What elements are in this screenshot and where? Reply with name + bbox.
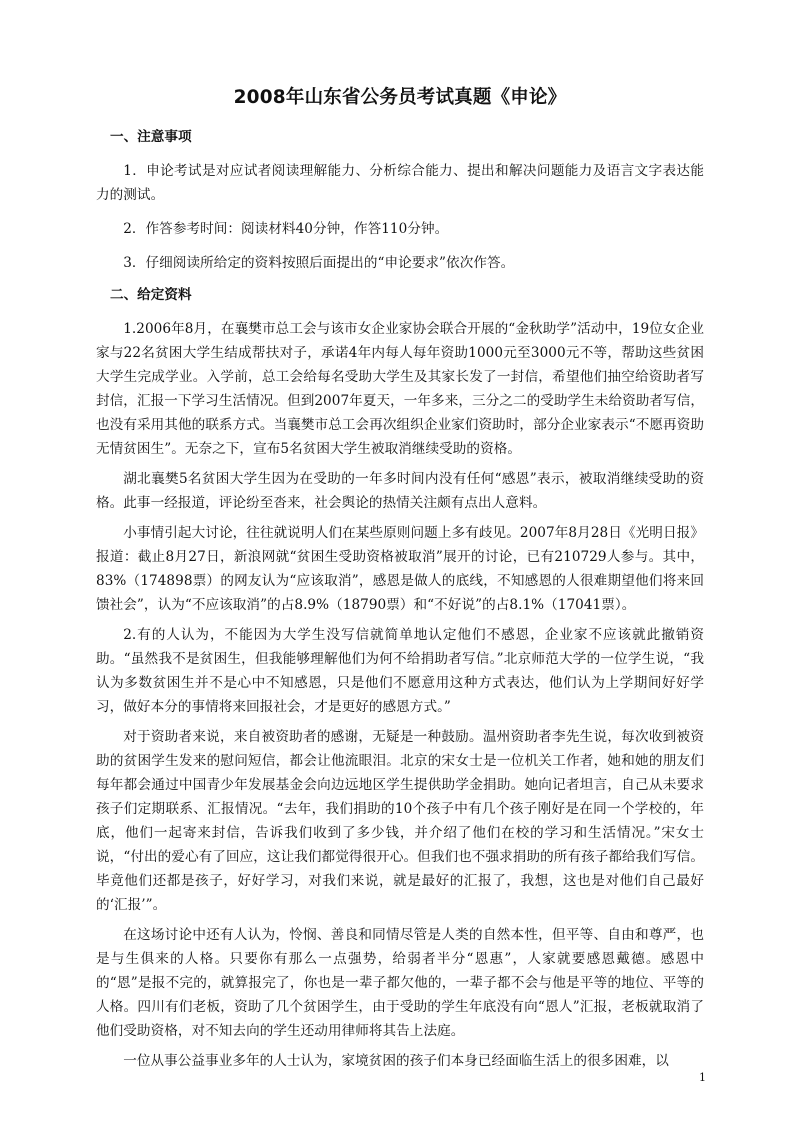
materials-heading: 二、给定资料	[110, 287, 192, 303]
material-paragraph-6: 在这场讨论中还有人认为，怜悯、善良和同情尽管是人类的自然本性，但平等、自由和尊严，也是与生俱来的人格。只要你有那么一点强势，给弱者半分“恩惠”，人家就要感恩戴德。感恩中的“恩”是报不完的，就算报完了，你也是一辈子都欠他的，一辈子都不会与他是平等的地位、平等的人格。四川有们老板，资助了几个贫困学生，由于受助的学生年底没有向“恩人”汇报，老板就取消了他们受助资格，对不知去向的学生还动用律师将其告上法庭。	[96, 927, 704, 1039]
notice-heading: 一、注意事项	[110, 129, 192, 145]
material-paragraph-3: 小事情引起大讨论，往往就说明人们在某些原则问题上多有歧见。2007年8月28日《光明日报》报道：截止8月27日，新浪网就“贫困生受助资格被取消”展开的讨论，已有210729人参与。其中，83%（174898票）的网友认为“应该取消”，感恩是做人的底线，不知感恩的人很难期望他们将来回馈社会”，认为“不应该取消”的占8.9%（18790票）和“不好说”的占8.1%（17041票）。	[96, 525, 704, 613]
page-number: 1	[699, 1071, 706, 1084]
material-paragraph-1: 1.2006年8月，在襄樊市总工会与该市女企业家协会联合开展的“金秋助学”活动中，19位女企业家与22名贫困大学生结成帮扶对子，承诺4年内每人每年资助1000元至3000元不等，帮助这些贫困大学生完成学业。入学前，总工会给每名受助大学生及其家长发了一封信，希望他们抽空给资助者写封信，汇报一下学习生活情况。但到2007年夏天，一年多来，三分之二的受助学生未给资助者写信，也没有采用其他的联系方式。当襄樊市总工会再次组织企业家们资助时，部分企业家表示“不愿再资助无情贫困生”。无奈之下，宣布5名贫困大学生被取消继续受助的资格。	[96, 321, 704, 457]
material-paragraph-4: 2.有的人认为，不能因为大学生没写信就简单地认定他们不感恩，企业家不应该就此撤销资助。“虽然我不是贫困生，但我能够理解他们为何不给捐助者写信。”北京师范大学的一位学生说，“我认为多数贫困生并不是心中不知感恩，只是他们不愿意用这种方式表达，他们认为上学期间好好学习，做好本分的事情将来回报社会，才是更好的感恩方式。”	[96, 627, 704, 715]
material-paragraph-5: 对于资助者来说，来自被资助者的感谢，无疑是一种鼓励。温州资助者李先生说，每次收到被资助的贫困学生发来的慰问短信，都会让他流眼泪。北京的宋女士是一位机关工作者，她和她的朋友们每年都会通过中国青少年发展基金会向边远地区学生提供助学金捐助。她向记者坦言，自己从未要求孩子们定期联系、汇报情况。“去年，我们捐助的10个孩子中有几个孩子刚好是在同一个学校的，年底，他们一起寄来封信，告诉我们收到了多少钱，并介绍了他们在校的学习和生活情况。”宋女士说，“付出的爱心有了回应，这让我们都觉得很开心。但我们也不强求捐助的所有孩子都给我们写信。毕竟他们还都是孩子，好好学习，对我们来说，就是最好的汇报了，我想，这也是对他们自己最好的‘汇报’”。	[96, 729, 704, 913]
notice-item-2: 2．作答参考时间：阅读材料40分钟，作答110分钟。	[123, 221, 449, 237]
page-content	[96, 86, 704, 1079]
material-paragraph-7: 一位从事公益事业多年的人士认为，家境贫困的孩子们本身已经面临生活上的很多困难，以	[123, 1053, 669, 1069]
notice-item-1: 1．申论考试是对应试者阅读理解能力、分析综合能力、提出和解决问题能力及语言文字表达能力的测试。	[96, 163, 704, 203]
material-paragraph-2: 湖北襄樊5名贫困大学生因为在受助的一年多时间内没有任何“感恩”表示，被取消继续受助的资格。此事一经报道，评论纷至沓来，社会舆论的热情关注颇有点出人意料。	[96, 471, 704, 511]
document-title: 2008年山东省公务员考试真题《申论》	[233, 87, 567, 108]
notice-item-3: 3．仔细阅读所给定的资料按照后面提出的“申论要求”依次作答。	[123, 255, 515, 271]
